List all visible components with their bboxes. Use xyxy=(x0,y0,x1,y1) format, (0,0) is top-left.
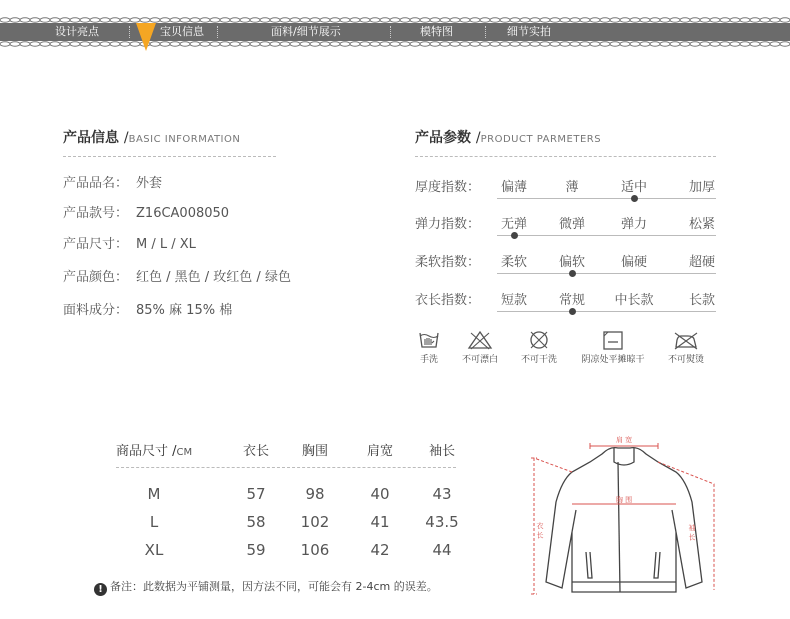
measurement-lines xyxy=(531,443,714,594)
nav-separator xyxy=(390,26,391,38)
warning-icon: ! xyxy=(94,583,107,596)
measurement-cell: 98 xyxy=(305,485,325,503)
measurement-note: ! 备注：此数据为平铺测量，因方法不同，可能会有 2-4cm 的误差。 xyxy=(94,578,438,596)
param-selected-marker xyxy=(569,308,576,315)
param-option: 微弹 xyxy=(558,217,585,232)
param-option: 短款 xyxy=(500,293,527,308)
param-label: 衣长指数： xyxy=(415,293,481,308)
param-option: 松紧 xyxy=(688,217,715,232)
measurement-cell: 58 xyxy=(246,513,266,531)
param-label: 柔软指数： xyxy=(415,255,481,270)
size-table-header-size: 商品尺寸 /CM xyxy=(116,444,193,459)
measurement-cell: 44 xyxy=(432,541,452,559)
nav-item-product-info[interactable]: 宝贝信息 xyxy=(160,25,204,38)
param-option: 柔软 xyxy=(500,255,527,270)
shade-dry-flat-icon xyxy=(602,330,624,350)
length-label: 衣 长 xyxy=(536,522,544,539)
care-shade-dry-flat: 阴凉处平摊晾干 xyxy=(575,330,651,365)
jacket-outline xyxy=(546,448,702,592)
param-scale-line xyxy=(497,311,716,312)
info-row-size: 产品尺寸： M / L / XL xyxy=(63,237,196,252)
active-nav-marker-icon xyxy=(135,23,157,51)
param-option: 偏软 xyxy=(558,255,585,270)
size-table-header-sleeve: 袖长 xyxy=(428,444,455,459)
info-row-name: 产品品名： 外套 xyxy=(63,176,163,191)
nav-item-model-photos[interactable]: 模特图 xyxy=(420,25,453,38)
size-cell: L xyxy=(149,513,159,531)
nav-item-detail-photos[interactable]: 细节实拍 xyxy=(507,25,551,38)
chest-label: 胸 围 xyxy=(615,496,633,504)
param-selected-marker xyxy=(511,232,518,239)
hand-wash-icon xyxy=(418,330,440,350)
param-option: 常规 xyxy=(558,293,585,308)
measurement-cell: 41 xyxy=(370,513,390,531)
measurement-cell: 42 xyxy=(370,541,390,559)
info-row-style-number: 产品款号： Z16CA008050 xyxy=(63,206,230,221)
param-option: 超硬 xyxy=(688,255,715,270)
param-selected-marker xyxy=(569,270,576,277)
nav-item-fabric-details[interactable]: 面料/细节展示 xyxy=(271,25,341,38)
param-option: 偏薄 xyxy=(500,180,527,195)
nav-separator xyxy=(485,26,486,38)
param-option: 弹力 xyxy=(620,217,647,232)
care-no-iron: 不可熨烫 xyxy=(662,330,710,365)
param-selected-marker xyxy=(631,195,638,202)
param-option: 长款 xyxy=(688,293,715,308)
param-option: 中长款 xyxy=(614,293,654,308)
chain-border-bottom xyxy=(0,41,790,47)
nav-item-design-highlights[interactable]: 设计亮点 xyxy=(55,25,99,38)
divider xyxy=(415,156,716,157)
param-option: 偏硬 xyxy=(620,255,647,270)
size-table-header-length: 衣长 xyxy=(242,444,269,459)
care-no-bleach: 不可漂白 xyxy=(456,330,504,365)
param-scale-line xyxy=(497,198,716,199)
measurement-cell: 40 xyxy=(370,485,390,503)
param-option: 薄 xyxy=(565,180,579,195)
care-hand-wash: 手洗 xyxy=(412,330,446,365)
divider xyxy=(63,156,276,157)
jacket-measurement-diagram xyxy=(526,432,722,602)
measurement-cell: 43.5 xyxy=(425,513,459,531)
param-scale-line xyxy=(497,235,716,236)
care-no-dry-clean: 不可干洗 xyxy=(515,330,563,365)
measurement-cell: 57 xyxy=(246,485,266,503)
measurement-cell: 102 xyxy=(300,513,330,531)
info-row-material: 面料成分： 85% 麻 15% 棉 xyxy=(63,303,233,318)
product-info-title: 产品信息 /BASIC INFORMATION xyxy=(63,130,241,146)
nav-separator xyxy=(129,26,130,38)
sleeve-label: 袖 长 xyxy=(688,524,696,541)
size-cell: XL xyxy=(144,541,164,559)
no-iron-icon xyxy=(673,330,699,350)
divider xyxy=(116,467,456,468)
product-params-title: 产品参数 /PRODUCT PARMETERS xyxy=(415,130,602,146)
size-table-header-shoulder: 肩宽 xyxy=(366,444,393,459)
param-option: 适中 xyxy=(620,180,647,195)
param-label: 厚度指数： xyxy=(415,180,481,195)
section-nav xyxy=(0,23,790,41)
measurement-cell: 106 xyxy=(300,541,330,559)
no-bleach-icon xyxy=(467,330,493,350)
size-table-header-chest: 胸围 xyxy=(301,444,328,459)
param-scale-line xyxy=(497,273,716,274)
nav-separator xyxy=(217,26,218,38)
param-option: 加厚 xyxy=(688,180,715,195)
measurement-cell: 59 xyxy=(246,541,266,559)
info-row-color: 产品颜色： 红色 / 黑色 / 玫红色 / 绿色 xyxy=(63,270,291,285)
param-label: 弹力指数： xyxy=(415,217,481,232)
shoulder-label: 肩 宽 xyxy=(615,436,633,444)
no-dry-clean-icon xyxy=(528,330,550,350)
size-cell: M xyxy=(147,485,161,503)
measurement-cell: 43 xyxy=(432,485,452,503)
param-option: 无弹 xyxy=(500,217,527,232)
